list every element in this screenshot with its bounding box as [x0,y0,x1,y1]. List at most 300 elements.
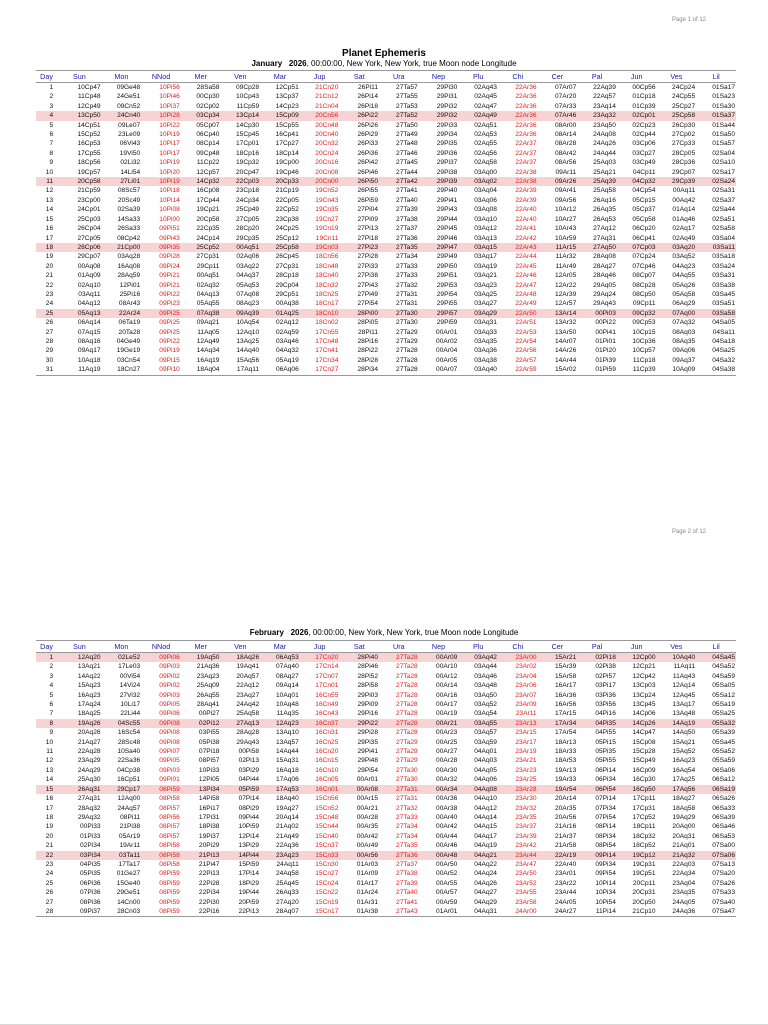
position-cell: 15Ar58 [554,672,577,680]
position-cell: 17Pi14 [238,870,260,878]
position-cell: 02Aq06 [236,253,260,261]
position-cell: 23Cp38 [275,215,299,223]
position-cell: 11Ar49 [555,262,577,270]
position-cell: 27Ta45 [396,159,418,167]
position-cell: 00Ar25 [436,738,458,746]
position-cell: 05Sa32 [696,719,736,728]
position-cell: 27Pi09 [357,215,379,223]
column-header: Ven [220,641,260,653]
position-cell: 25Aq58 [236,710,260,718]
position-cell: 27Ta39 [396,206,418,214]
position-cell: 05Sa05 [712,682,735,690]
position-cell: 15Cn52 [315,804,339,812]
table-row [36,841,736,850]
position-cell: 09Pi15 [159,356,180,364]
position-cell: 14Ar26 [554,347,577,355]
position-cell: 23Ar37 [515,823,537,831]
position-cell: 17Aq11 [220,365,260,375]
position-cell: 16Sc54 [117,729,141,737]
table-row [36,262,736,271]
position-cell: 29Pi34 [436,131,458,139]
column-header: Lil [696,71,736,83]
position-cell: 23Le09 [118,131,141,139]
position-cell: 09Pi06 [141,653,181,663]
position-cell: 20Cn40 [315,131,339,139]
position-cell: 08Cp14 [196,140,220,148]
table-row [36,728,736,737]
position-cell: 02Sa10 [712,159,735,167]
position-cell: 00Ar28 [356,813,379,821]
table-row [36,672,736,681]
position-cell: 24Aq44 [593,149,616,157]
position-cell: 19Aq29 [672,813,696,821]
position-cell: 18Cp16 [236,149,260,157]
position-cell: 23Ar35 [515,813,537,821]
position-cell: 01Pi33 [80,832,101,840]
position-cell: 16Cn25 [315,738,339,746]
position-cell: 14Aq34 [196,347,220,355]
position-cell: 00Ar10 [436,663,458,671]
position-cell: 27Ta57 [396,84,418,91]
position-cell: 26Aq55 [196,691,220,699]
position-cell: 17Pi31 [198,813,220,821]
position-cell: 29Pi35 [436,140,458,148]
position-cell: 09Pi10 [141,365,181,375]
position-cell: 03Aq19 [474,262,497,270]
column-header: Nep [419,641,459,653]
day-cell: 25 [45,879,54,887]
position-cell: 12Aq20 [57,653,101,663]
day-cell: 27 [45,328,54,336]
position-cell: 27Ta29 [396,748,418,756]
position-cell: 00Ar52 [436,870,458,878]
position-cell: 15Cn33 [300,851,340,860]
position-cell: 23Aq32 [577,111,617,120]
position-cell: 01Pi59 [577,365,617,375]
position-cell: 05Ar19 [118,832,141,840]
position-cell: 15Cp08 [632,738,656,746]
position-cell: 04Sa25 [712,347,735,355]
position-cell: 03Aq31 [474,319,497,327]
position-cell: 06Aq53 [260,653,300,663]
position-cell: 17Cn27 [300,365,340,375]
position-cell: 19Cn43 [315,196,339,204]
position-cell: 28Pi40 [339,653,379,663]
position-cell: 21Cp10 [617,907,657,917]
position-cell: 24Cp34 [236,196,260,204]
position-cell: 22Ar36 [515,121,537,129]
position-cell: 16Ar36 [554,691,577,699]
position-cell: 02Aq12 [276,319,299,327]
position-cell: 20Aq26 [77,729,101,737]
position-cell: 26Pi42 [357,159,379,167]
position-cell: 26Cp45 [275,253,299,261]
position-cell: 14Cp30 [236,121,260,129]
position-cell: 18Cn02 [315,319,339,327]
position-cell: 03Aq12 [474,225,497,233]
position-cell: 07Pi54 [595,813,616,821]
position-cell: 25Pi16 [119,290,141,298]
position-cell: 16Cp41 [275,131,299,139]
position-cell: 22Cp05 [275,196,299,204]
position-cell: 23Aq50 [593,121,616,129]
position-cell: 29Pi44 [436,215,458,223]
position-cell: 23Ar52 [515,879,537,887]
position-cell: 24Aq29 [77,766,101,774]
position-cell: 14Pi44 [220,851,260,860]
position-cell: 17Cp27 [275,140,299,148]
position-cell: 10Ar27 [554,215,577,223]
table-row [36,196,736,205]
position-cell: 05Aq53 [236,281,260,289]
position-cell: 26Aq35 [593,206,616,214]
position-cell: 15Cn37 [315,842,339,850]
position-cell: 08Aq16 [77,337,101,345]
position-cell: 13Cp14 [220,111,260,120]
position-cell: 13Aq25 [236,337,260,345]
position-cell: 24Cp14 [196,234,220,242]
position-cell: 21Aq49 [276,832,299,840]
position-cell: 29Pi41 [357,748,379,756]
position-cell: 18Cp14 [275,149,299,157]
day-cell: 17 [45,804,54,812]
position-cell: 28Pi52 [357,672,379,680]
day-cell: 8 [36,719,57,728]
position-cell: 23Ar58 [515,898,537,906]
position-cell: 28Cp06 [57,243,101,252]
position-cell: 10Sa40 [117,748,141,756]
position-cell: 10Pi08 [159,206,180,214]
position-cell: 18Cn40 [315,272,339,280]
position-cell: 23Ar09 [515,701,537,709]
position-cell: 00Ar12 [436,672,458,680]
position-cell: 15Cp09 [260,111,300,120]
position-cell: 07Aq15 [77,328,101,336]
position-cell: 29Pi22 [339,719,379,728]
position-cell: 22Ar37 [515,149,537,157]
position-cell: 27Ta28 [396,691,418,699]
position-cell: 05Aq13 [57,309,101,318]
position-cell: 06Cp40 [196,131,220,139]
position-cell: 13Aq17 [672,701,696,709]
table-row [36,290,736,299]
position-cell: 00Ar14 [436,682,458,690]
position-cell: 01Ar31 [356,898,379,906]
position-cell: 01Sa57 [712,140,735,148]
position-cell: 16Cn15 [315,757,339,765]
position-cell: 29Aq43 [593,300,616,308]
position-cell: 19Cp46 [275,168,299,176]
position-cell: 19Vi50 [119,149,141,157]
position-cell: 23Aq29 [77,757,101,765]
position-cell: 05Cp15 [632,196,656,204]
position-cell: 04Aq13 [196,290,220,298]
position-cell: 23Ar04 [515,672,537,680]
position-cell: 06Sa33 [712,804,735,812]
day-cell: 20 [45,832,54,840]
position-cell: 07Sa00 [712,842,735,850]
position-cell: 02Sa04 [712,149,735,157]
day-cell: 17 [45,234,54,242]
year-label: 2026 [288,59,307,68]
position-cell: 07Sa06 [696,851,736,860]
position-cell: 10Aq01 [276,691,299,699]
position-cell: 00Aq51 [220,243,260,252]
position-cell: 10Ar43 [554,225,577,233]
position-cell: 20Ar56 [554,813,577,821]
position-cell: 25Cp49 [236,206,260,214]
position-cell: 08Pi58 [159,795,180,803]
position-cell: 23Ar39 [515,832,537,840]
table-row [36,356,736,365]
position-cell: 27Ta28 [396,356,418,364]
position-cell: 15Pi59 [238,860,260,868]
position-cell: 08Pi34 [595,832,616,840]
position-cell: 07Ar07 [554,84,577,91]
day-cell: 20 [45,262,54,270]
position-cell: 09Cp32 [617,309,657,318]
position-cell: 02Cp23 [632,121,656,129]
position-cell: 28Aq28 [236,729,260,737]
position-cell: 05Cp58 [632,215,656,223]
position-cell: 14Aq22 [77,672,101,680]
position-cell: 29Pi55 [436,300,458,308]
position-cell: 04Aq12 [77,300,101,308]
day-cell: 10 [45,738,54,746]
position-cell: 12Ar22 [554,281,577,289]
position-cell: 07Ar46 [538,111,578,120]
position-cell: 01Ge27 [116,870,141,878]
position-cell: 10Aq48 [276,701,299,709]
position-cell: 20Aq00 [672,823,696,831]
day-cell: 29 [45,347,54,355]
position-cell: 14Ar07 [554,337,577,345]
position-cell: 27Ta34 [396,832,418,840]
position-cell: 18Cn10 [300,309,340,318]
column-header: Lil [696,641,736,653]
position-cell: 08Cp07 [632,272,656,280]
table-row [36,92,736,101]
position-cell: 03Aq40 [458,365,498,375]
position-cell: 15Ge40 [116,879,141,887]
position-cell: 14Aq40 [236,347,260,355]
position-cell: 02Sa58 [712,225,735,233]
position-cell: 10Cp47 [77,84,101,91]
position-cell: 06Vi43 [119,140,141,148]
position-cell: 20Ar35 [554,804,577,812]
table-row [36,102,736,111]
day-cell: 23 [45,860,54,868]
position-cell: 20Cp50 [632,898,656,906]
position-cell: 18Pi29 [238,879,260,887]
position-cell: 07Sa47 [696,907,736,917]
position-cell: 02Cp44 [632,131,656,139]
position-cell: 08Pi56 [159,813,180,821]
position-cell: 00Ar23 [436,729,458,737]
position-cell: 29Cp07 [672,168,696,176]
table-row [36,700,736,709]
position-cell: 10Li17 [120,701,141,709]
position-cell: 02Sa39 [117,206,141,214]
position-cell: 01Sa37 [696,111,736,120]
position-cell: 22Pi16 [181,907,221,917]
position-cell: 27Pi54 [357,300,379,308]
table-row [36,879,736,888]
position-cell: 28Aq46 [593,272,616,280]
position-cell: 22Cp35 [196,225,220,233]
position-cell: 03Aq28 [117,253,141,261]
table-row [36,215,736,224]
position-cell: 05Sa19 [712,701,735,709]
position-cell: 27Ta31 [379,785,419,794]
position-cell: 09Cp53 [632,319,656,327]
position-cell: 10Pi20 [159,168,180,176]
position-cell: 27Ta40 [396,889,418,897]
position-cell: 00Ar57 [436,889,458,897]
position-cell: 03Aq27 [474,300,497,308]
position-cell: 12Pi01 [119,281,141,289]
position-cell: 25Aq45 [276,879,299,887]
position-cell: 00Ar49 [356,842,379,850]
position-cell: 06Sa06 [712,766,735,774]
position-cell: 24Aq58 [276,870,299,878]
position-cell: 16Cn01 [300,785,340,794]
position-cell: 26Aq31 [57,785,101,794]
position-cell: 23Aq14 [593,102,616,110]
position-cell: 09Pi54 [595,870,616,878]
position-cell: 05Sa45 [712,738,735,746]
position-cell: 27Ta29 [396,757,418,765]
position-cell: 29Pi45 [436,225,458,233]
position-cell: 28Aq08 [593,253,616,261]
table-row [36,775,736,784]
position-cell: 13Aq10 [276,729,299,737]
table-row [36,205,736,214]
position-cell: 24Aq42 [236,701,260,709]
position-cell: 29Pi49 [436,253,458,261]
position-cell: 08Pi57 [198,757,220,765]
position-cell: 04Cp54 [632,187,656,195]
position-cell: 10Pi19 [159,131,180,139]
position-cell: 03Aq10 [474,215,497,223]
position-cell: 02Aq32 [196,281,220,289]
position-cell: 12Aq49 [196,337,220,345]
position-cell: 08Pi58 [141,851,181,860]
position-cell: 27Ta41 [396,187,418,195]
position-cell: 19Aq41 [236,663,260,671]
position-cell: 07Ar20 [554,93,577,101]
position-cell: 05Sa52 [712,748,735,756]
position-cell: 26Pi33 [357,140,379,148]
position-cell: 03Aq55 [458,719,498,728]
position-cell: 28Pi11 [357,328,379,336]
position-cell: 27Ta43 [379,907,419,917]
position-cell: 22Ar50 [498,309,538,318]
day-cell: 24 [45,870,54,878]
position-cell: 29Pi33 [436,121,458,129]
position-cell: 00Ar55 [436,879,458,887]
position-cell: 26Cp30 [672,121,696,129]
position-cell: 07Pi14 [238,795,260,803]
position-cell: 03Aq57 [474,729,497,737]
position-cell: 27Ta48 [396,140,418,148]
position-cell: 02Aq58 [474,159,497,167]
position-cell: 29Pi39 [419,177,459,186]
position-cell: 27Ta41 [396,898,418,906]
position-cell: 08Pi59 [141,907,181,917]
position-cell: 03Aq50 [474,691,497,699]
position-cell: 03Pi17 [595,682,616,690]
position-cell: 29Pi47 [419,243,459,252]
position-cell: 05Aq26 [672,281,696,289]
position-cell: 23Ar47 [515,860,537,868]
position-cell: 00Ar17 [436,701,458,709]
position-cell: 00Ar27 [436,748,458,756]
position-cell: 22Ar54 [515,337,537,345]
position-cell: 15Cn30 [315,860,339,868]
position-cell: 10Pi14 [159,196,180,204]
position-cell: 18Cp11 [632,823,656,831]
position-cell: 10Cp15 [632,328,656,336]
position-cell: 29Pi48 [357,757,379,765]
position-cell: 06Pi36 [80,879,101,887]
position-cell: 18Aq58 [672,804,696,812]
day-cell: 8 [49,149,54,157]
position-cell: 06Cp41 [632,234,656,242]
position-cell: 23Ar00 [498,653,538,663]
page-subtitle [0,59,768,68]
position-cell: 00Aq08 [77,262,101,270]
table-row [36,328,736,337]
day-cell: 28 [45,337,54,345]
position-cell: 28Pi34 [339,365,379,375]
position-cell: 08Ar43 [118,300,141,308]
position-cell: 27Ta52 [379,111,419,120]
position-cell: 29Pi54 [357,766,379,774]
position-cell: 04Aq08 [458,785,498,794]
position-cell: 00Ar01 [356,776,379,784]
day-cell: 5 [49,691,54,699]
position-cell: 26Pi50 [339,177,379,186]
table-row [36,794,736,803]
position-cell: 02Aq51 [474,121,497,129]
position-cell: 05Pi59 [220,785,260,794]
position-cell: 14Cp26 [617,719,657,728]
table-row [36,851,736,860]
position-cell: 22Ar39 [515,187,537,195]
position-cell: 19Pi37 [198,832,220,840]
table-row [36,785,736,794]
position-cell: 04Aq24 [474,870,497,878]
position-cell: 24Ar00 [498,907,538,917]
position-cell: 22Ar56 [515,347,537,355]
position-cell: 06Pi34 [595,776,616,784]
day-cell: 24 [45,300,54,308]
position-cell: 02Pi57 [595,672,616,680]
position-cell: 08Pi57 [159,832,180,840]
position-cell: 22Ar38 [515,168,537,176]
position-cell: 20Cp31 [632,889,656,897]
position-cell: 26Pi29 [357,131,379,139]
position-cell: 29Pi30 [436,84,458,91]
position-cell: 01Ar09 [356,870,379,878]
position-cell: 04Aq12 [474,804,497,812]
position-cell: 14Sa33 [117,215,141,223]
position-cell: 04Pi35 [577,719,617,728]
page-number: Page 1 of 12 [671,17,706,23]
position-cell: 24Cp25 [275,225,299,233]
position-cell: 22Ar40 [515,215,537,223]
